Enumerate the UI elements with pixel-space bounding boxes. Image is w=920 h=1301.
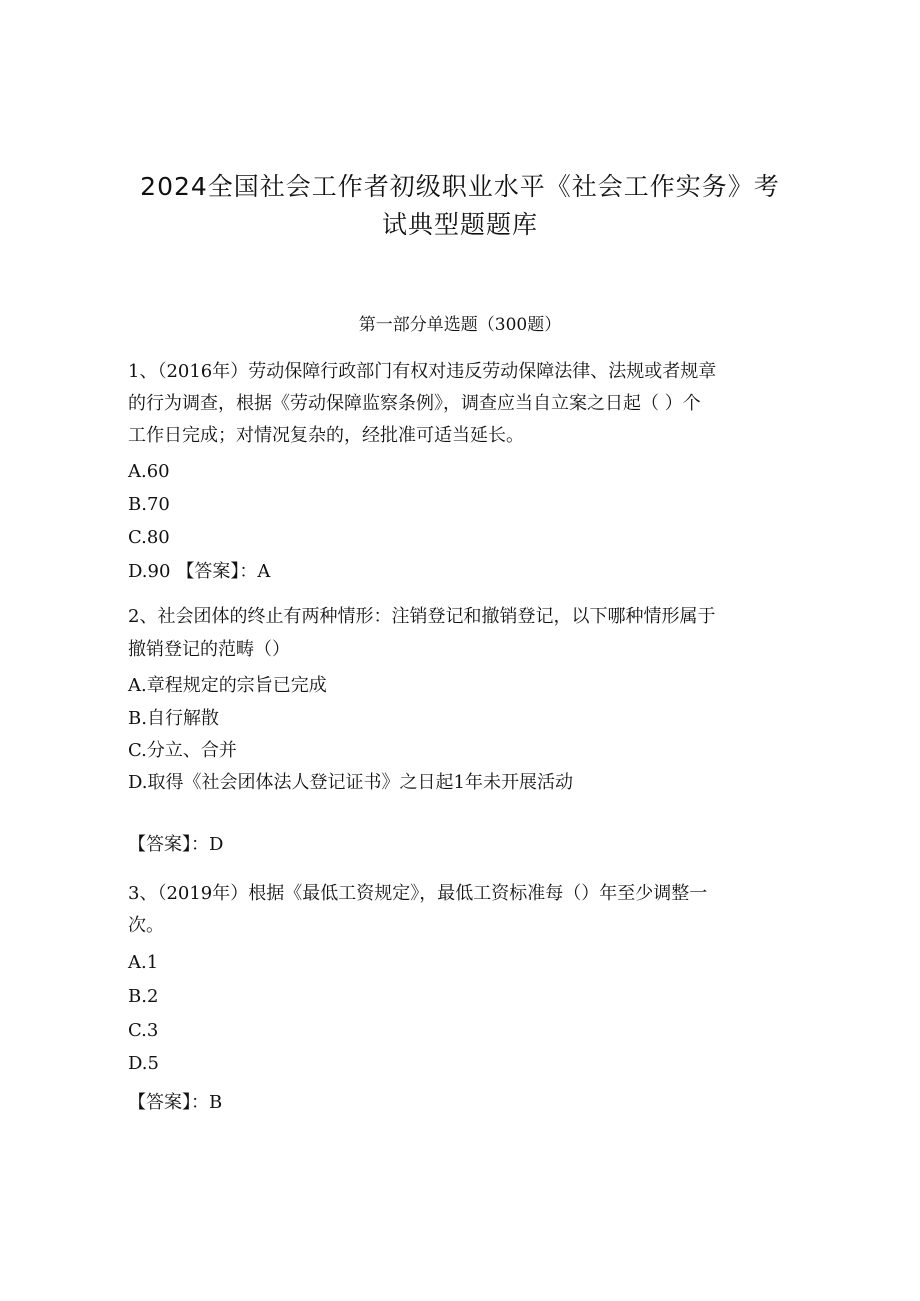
question-2-stem-line-1: 2、社会团体的终止有两种情形：注销登记和撤销登记，以下哪种情形属于 <box>128 606 716 627</box>
question-1-option-c: C.80 <box>128 527 170 548</box>
question-2-option-a: A.章程规定的宗旨已完成 <box>128 675 327 696</box>
question-2-stem-line-2: 撤销登记的范畴（） <box>128 639 290 660</box>
question-2-option-c: C.分立、合并 <box>128 740 237 761</box>
question-1-stem-line-3: 工作日完成；对情况复杂的，经批准可适当延长。 <box>128 425 524 446</box>
question-3-option-d: D.5 <box>128 1053 159 1074</box>
section-heading: 第一部分单选题（300题） <box>358 315 562 335</box>
document-title-line-2: 试典型题题库 <box>381 210 538 239</box>
question-3-answer: 【答案】：B <box>128 1092 223 1113</box>
question-3-stem-line-2: 次。 <box>128 915 164 936</box>
question-1-stem-line-1: 1、（2016年）劳动保障行政部门有权对违反劳动保障法律、法规或者规章 <box>128 361 717 382</box>
question-1-answer: 【答案】：A <box>176 561 271 582</box>
question-1-option-a: A.60 <box>128 461 170 482</box>
question-3-stem-line-1: 3、（2019年）根据《最低工资规定》，最低工资标准每（）年至少调整一 <box>128 883 708 904</box>
question-1-option-d-row <box>128 558 798 586</box>
question-2-answer: 【答案】：D <box>128 834 224 855</box>
question-3-option-b: B.2 <box>128 986 159 1007</box>
document-title-line-1: 2024全国社会工作者初级职业水平《社会工作实务》考 <box>140 172 780 201</box>
question-3-option-a: A.1 <box>128 952 159 973</box>
question-2-option-b: B.自行解散 <box>128 708 219 729</box>
question-3-option-c: C.3 <box>128 1020 159 1041</box>
question-2-option-d: D.取得《社会团体法人登记证书》之日起1年未开展活动 <box>128 772 573 793</box>
question-1-option-d: D.90 <box>128 561 171 582</box>
question-1-stem-line-2: 的行为调查，根据《劳动保障监察条例》，调查应当自立案之日起（ ）个 <box>128 393 701 414</box>
question-1-option-b: B.70 <box>128 494 170 515</box>
